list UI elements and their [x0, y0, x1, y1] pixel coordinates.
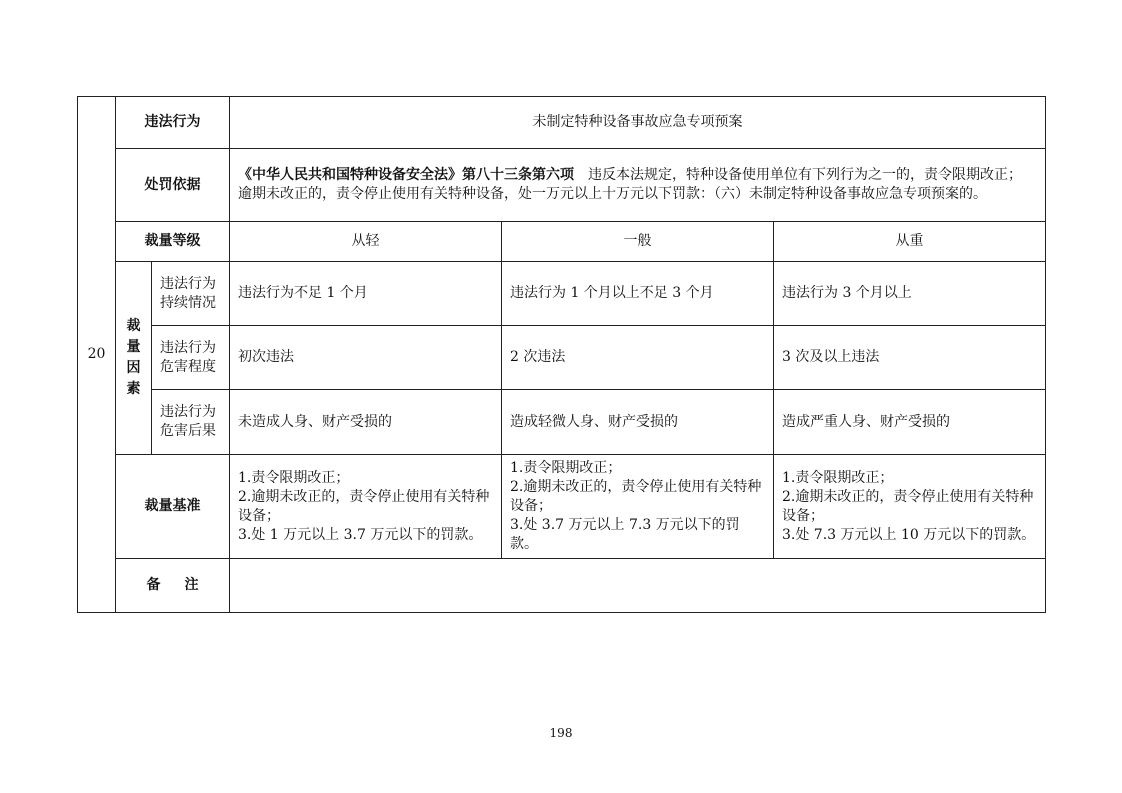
penalty-basis-value	[230, 149, 1046, 222]
factor-name-line-1: 违法行为	[160, 404, 216, 420]
violation-label: 违法行为	[116, 97, 230, 149]
penalty-basis-line-2: 逾期未改正的，责令停止使用有关特种设备，处一万元以上十万元以下罚款：（六）未制定特种设备事故应急专项预案的。	[238, 186, 987, 202]
grade-row	[78, 222, 1046, 262]
standard-line: 3.处 1 万元以上 3.7 万元以下的罚款。	[238, 526, 483, 543]
page-number: 198	[549, 726, 573, 740]
factor-name	[152, 262, 230, 326]
factor-value: 违法行为 3 个月以上	[774, 262, 1046, 326]
factor-name	[152, 326, 230, 390]
factor-name	[152, 390, 230, 455]
factors-label-char-3: 因	[126, 360, 141, 376]
factor-value: 违法行为 1 个月以上不足 3 个月	[502, 262, 774, 326]
standard-lenient	[230, 455, 502, 559]
violation-value: 未制定特种设备事故应急专项预案	[230, 97, 1046, 149]
standard-line: 设备；	[238, 507, 280, 524]
factor-row-harm-degree	[78, 326, 1046, 390]
factor-name-line-2: 危害程度	[160, 358, 216, 375]
factor-name-line-1: 违法行为	[160, 339, 216, 356]
violation-row	[78, 97, 1046, 149]
standard-line: 1.责令限期改正；	[238, 469, 350, 486]
grade-general: 一般	[502, 222, 774, 262]
standard-line: 设备；	[510, 498, 552, 514]
remarks-label-char-1: 备	[146, 577, 161, 593]
item-number: 20	[78, 97, 116, 613]
factor-value: 2 次违法	[502, 326, 774, 390]
factor-value: 未造成人身、财产受损的	[230, 390, 502, 455]
standard-label: 裁量基准	[116, 455, 230, 559]
penalty-basis-row	[78, 149, 1046, 222]
standard-line: 1.责令限期改正；	[782, 469, 894, 486]
standard-general	[502, 455, 774, 559]
basis-text-1: 违反本法规定，特种设备使用单位有下列行为之一的，责令限期改正；	[574, 167, 1022, 183]
factor-row-harm-consequence	[78, 390, 1046, 455]
standard-row	[78, 455, 1046, 559]
law-reference: 《中华人民共和国特种设备安全法》第八十三条第六项	[238, 167, 574, 183]
remarks-row	[78, 559, 1046, 613]
remarks-value	[230, 559, 1046, 613]
penalty-basis-line-1	[238, 166, 1037, 185]
standard-line: 2.逾期未改正的，责令停止使用有关特种	[238, 488, 490, 505]
factor-value: 造成严重人身、财产受损的	[774, 390, 1046, 455]
penalty-basis-label: 处罚依据	[116, 149, 230, 222]
factors-label-char-4: 素	[126, 381, 141, 397]
discretion-table	[77, 96, 1046, 613]
remarks-label-char-2: 注	[184, 577, 199, 593]
factor-value: 初次违法	[230, 326, 502, 390]
factors-label-char-2: 量	[126, 339, 141, 355]
grade-severe: 从重	[774, 222, 1046, 262]
factors-label-char-1: 裁	[126, 318, 141, 334]
remarks-label	[116, 559, 230, 613]
standard-line: 3.处 7.3 万元以上 10 万元以下的罚款。	[782, 526, 1036, 543]
factor-value: 造成轻微人身、财产受损的	[502, 390, 774, 455]
factor-name-line-1: 违法行为	[160, 275, 216, 292]
factor-row-duration	[78, 262, 1046, 326]
factor-name-line-2: 危害后果	[160, 423, 216, 439]
factors-label	[116, 262, 152, 455]
standard-line: 设备；	[782, 507, 824, 524]
factor-value: 违法行为不足 1 个月	[230, 262, 502, 326]
grade-label: 裁量等级	[116, 222, 230, 262]
grade-lenient: 从轻	[230, 222, 502, 262]
standard-line: 3.处 3.7 万元以上 7.3 万元以下的罚款。	[510, 517, 740, 552]
standard-severe	[774, 455, 1046, 559]
standard-line: 1.责令限期改正；	[510, 460, 622, 476]
standard-line: 2.逾期未改正的，责令停止使用有关特种	[510, 479, 762, 495]
factor-name-line-2: 持续情况	[160, 294, 216, 311]
factor-value: 3 次及以上违法	[774, 326, 1046, 390]
standard-line: 2.逾期未改正的，责令停止使用有关特种	[782, 488, 1034, 505]
